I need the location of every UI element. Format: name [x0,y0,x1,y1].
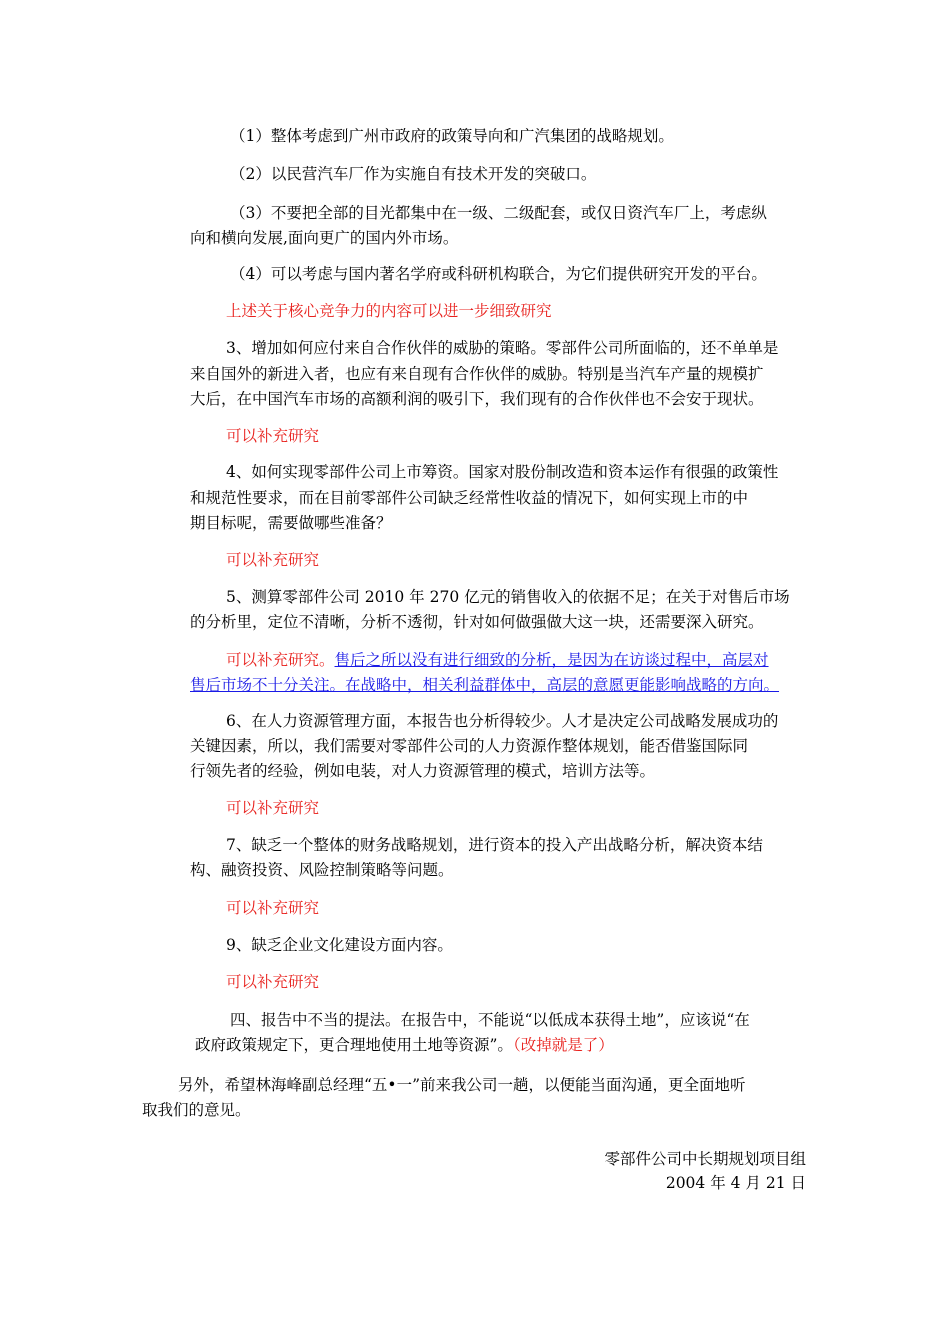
section-4-line-1: 4、如何实现零部件公司上市筹资。国家对股份制改造和资本运作有很强的政策性 [226,463,779,481]
section-6-line-2: 关键因素，所以，我们需要对零部件公司的人力资源作整体规划，能否借鉴国际同 [190,737,749,755]
section-4-line-2: 和规范性要求，而在目前零部件公司缺乏经常性收益的情况下，如何实现上市的中 [190,489,749,507]
section-7-line-1: 7、缺乏一个整体的财务战略规划，进行资本的投入产出战略分析，解决资本结 [226,836,763,854]
section-5-comment-line-2: 售后市场不十分关注。在战略中，相关利益群体中，高层的意愿更能影响战略的方向。 [190,676,780,694]
section-5-line-2: 的分析里，定位不清晰，分析不透彻，针对如何做强做大这一块，还需要深入研究。 [190,613,764,631]
closing-line-2: 取我们的意见。 [142,1101,251,1119]
section-6-line-1: 6、在人力资源管理方面，本报告也分析得较少。人才是决定公司战略发展成功的 [226,712,779,730]
section-3-line-3: 大后，在中国汽车市场的高额利润的吸引下，我们现有的合作伙伴也不会安于现状。 [190,390,764,408]
section-5-note-line-1 [226,648,769,673]
section-5-comment-line-1: 售后之所以没有进行细致的分析，是因为在访谈过程中，高层对 [334,651,769,669]
section-four-note: （改掉就是了） [512,1036,614,1054]
signature-date: 2004 年 4 月 21 日 [665,1174,806,1192]
item-4: （4）可以考虑与国内著名学府或科研机构联合，为它们提供研究开发的平台。 [230,265,767,283]
section-6-line-3: 行领先者的经验，例如电装，对人力资源管理的模式，培训方法等。 [190,762,656,780]
section-6-note: 可以补充研究 [226,799,320,817]
section-4-line-3: 期目标呢，需要做哪些准备？ [190,514,392,532]
section-9-note: 可以补充研究 [226,973,320,991]
section-3-note: 可以补充研究 [226,427,320,445]
signature-org: 零部件公司中长期规划项目组 [604,1150,806,1168]
section-7-line-2: 构、融资投资、风险控制策略等问题。 [190,861,454,879]
section-7-note: 可以补充研究 [226,899,320,917]
note-core-competence: 上述关于核心竞争力的内容可以进一步细致研究 [226,302,552,320]
item-1: （1）整体考虑到广州市政府的政策导向和广汽集团的战略规划。 [230,127,674,145]
section-four-line-1: 四、报告中不当的提法。在报告中，不能说“以低成本获得土地”，应该说“在 [230,1011,750,1029]
closing-line-1: 另外，希望林海峰副总经理“五•一”前来我公司一趟，以便能当面沟通，更全面地听 [178,1076,746,1094]
section-four-text: 政府政策规定下，更合理地使用土地等资源”。 [195,1036,513,1054]
item-2: （2）以民营汽车厂作为实施自有技术开发的突破口。 [230,165,597,183]
section-four-line-2 [195,1033,614,1058]
section-3-line-1: 3、增加如何应付来自合作伙伴的威胁的策略。零部件公司所面临的，还不单单是 [226,339,779,357]
section-5-line-1: 5、测算零部件公司 2010 年 270 亿元的销售收入的依据不足；在关于对售后市场 [226,588,790,606]
section-3-line-2: 来自国外的新进入者，也应有来自现有合作伙伴的威胁。特别是当汽车产量的规模扩 [190,365,764,383]
item-3-line-2: 向和横向发展,面向更广的国内外市场。 [190,229,459,247]
item-3-line-1: （3）不要把全部的目光都集中在一级、二级配套，或仅日资汽车厂上，考虑纵 [230,204,767,222]
section-9-line-1: 9、缺乏企业文化建设方面内容。 [226,936,453,954]
section-5-note: 可以补充研究。 [226,651,335,669]
section-5-note-line-2 [190,673,779,698]
section-4-note: 可以补充研究 [226,551,320,569]
